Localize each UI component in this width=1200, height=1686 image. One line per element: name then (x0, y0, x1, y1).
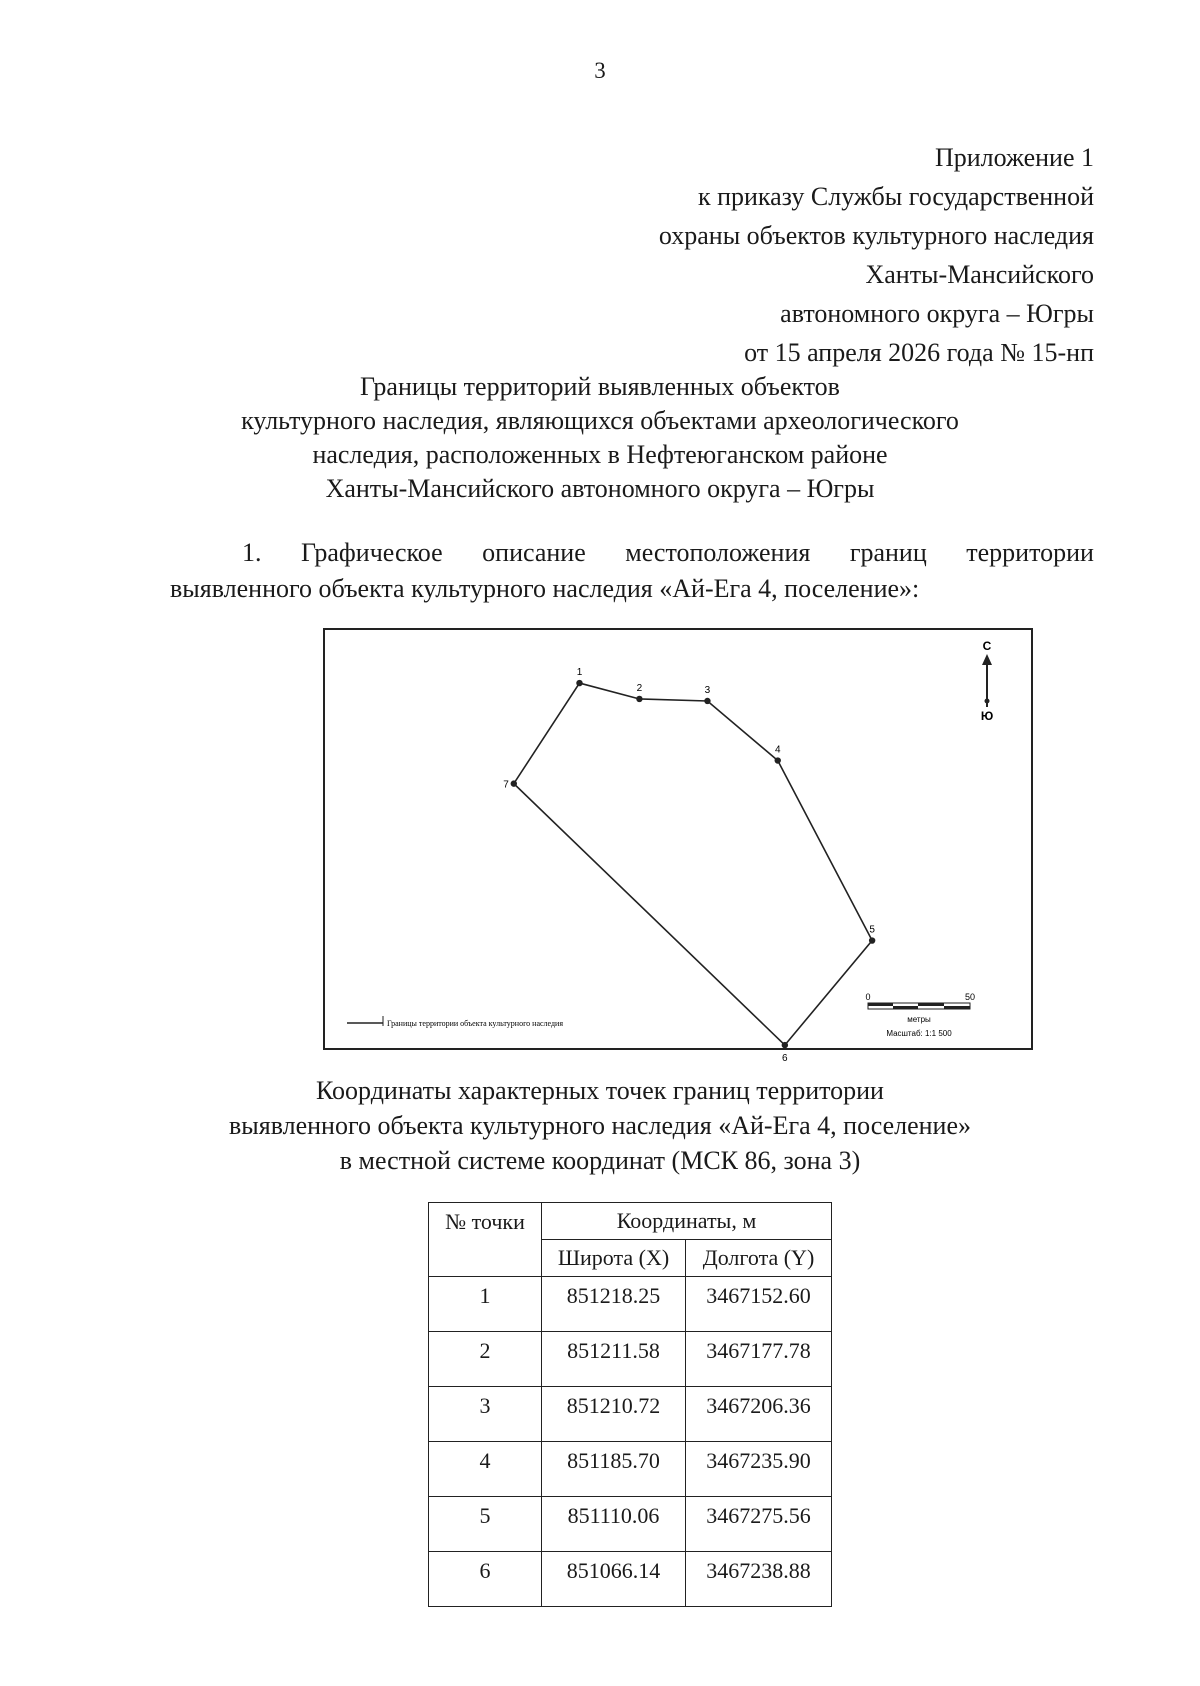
coordinates-title-line: Координаты характерных точек границ территории (316, 1076, 884, 1105)
cell-longitude: 3467235.90 (686, 1442, 832, 1497)
scale-bar-segment (893, 1006, 918, 1009)
paragraph-word: местоположения (625, 538, 811, 567)
cell-latitude: 851218.25 (542, 1277, 686, 1332)
coordinates-title (0, 1073, 1200, 1178)
cell-latitude: 851211.58 (542, 1332, 686, 1387)
north-arrow (981, 639, 993, 723)
paragraph-word: Графическое (301, 538, 443, 567)
map-drawing (325, 630, 1031, 1065)
scale-start-label: 0 (865, 992, 871, 1002)
boundary-point-marker (636, 696, 642, 702)
boundary-point-label: 7 (503, 779, 509, 791)
cell-longitude: 3467152.60 (686, 1277, 832, 1332)
boundary-point-label: 5 (869, 924, 875, 936)
table-row (429, 1442, 832, 1497)
scale-bar-segment (944, 1006, 970, 1009)
section-1-paragraph (170, 535, 1094, 607)
boundary-point-label: 4 (774, 744, 781, 756)
title-line: культурного наследия, являющихся объектами археологического (241, 406, 959, 435)
table-row (429, 1552, 832, 1607)
header-coordinates: Координаты, м (542, 1203, 832, 1240)
boundary-point-label: 6 (782, 1053, 788, 1065)
paragraph-word: территории (966, 538, 1094, 567)
boundary-polygon (514, 683, 872, 1045)
legend-label: Границы территории объекта культурного наследия (387, 1019, 564, 1028)
title-line: Ханты-Мансийского автономного округа – Югры (325, 474, 875, 503)
table-row (429, 1387, 832, 1442)
coordinates-title-line: в местной системе координат (МСК 86, зона 3) (339, 1146, 861, 1175)
cell-longitude: 3467206.36 (686, 1387, 832, 1442)
cell-latitude: 851066.14 (542, 1552, 686, 1607)
section-number: 1. (242, 538, 262, 567)
paragraph-word: границ (849, 538, 927, 567)
table-row (429, 1277, 832, 1332)
boundary-point-marker (782, 1042, 788, 1048)
cell-point-number: 5 (429, 1497, 542, 1552)
cell-longitude: 3467177.78 (686, 1332, 832, 1387)
coordinates-title-line: выявленного объекта культурного наследия «Ай-Ега 4, поселение» (228, 1111, 972, 1140)
cell-latitude: 851210.72 (542, 1387, 686, 1442)
appendix-line: Ханты-Мансийского (865, 260, 1094, 289)
title-line: Границы территорий выявленных объектов (360, 372, 840, 401)
boundary-map (323, 628, 1033, 1065)
boundary-point-marker (775, 757, 781, 763)
appendix-block (659, 138, 1094, 372)
cell-latitude: 851185.70 (542, 1442, 686, 1497)
north-arrow-base (985, 699, 990, 704)
header-point-number: № точки (429, 1203, 542, 1277)
appendix-line: к приказу Службы государственной (697, 182, 1094, 211)
boundary-point-marker (511, 780, 517, 786)
cell-point-number: 3 (429, 1387, 542, 1442)
title-line: наследия, расположенных в Нефтеюганском районе (312, 440, 888, 469)
cell-longitude: 3467238.88 (686, 1552, 832, 1607)
paragraph-first-line (170, 535, 1094, 571)
boundary-point-label: 1 (576, 667, 583, 679)
coordinates-table (428, 1202, 832, 1607)
map-legend (347, 1016, 563, 1028)
header-longitude: Долгота (Y) (686, 1240, 832, 1277)
south-label: Ю (980, 709, 994, 723)
boundary-point-label: 3 (704, 684, 711, 696)
boundary-point-marker (576, 680, 582, 686)
table-row (429, 1332, 832, 1387)
boundary-point-label: 2 (636, 682, 643, 694)
table-row (429, 1497, 832, 1552)
cell-point-number: 2 (429, 1332, 542, 1387)
paragraph-word: описание (482, 538, 586, 567)
scale-unit: метры (907, 1015, 931, 1024)
document-title (0, 370, 1200, 506)
scale-ratio: Масштаб: 1:1 500 (886, 1029, 952, 1038)
scale-bar-segment (868, 1003, 893, 1006)
cell-point-number: 4 (429, 1442, 542, 1497)
cell-longitude: 3467275.56 (686, 1497, 832, 1552)
appendix-line: от 15 апреля 2026 года № 15-нп (744, 338, 1094, 367)
scale-bar-segment (918, 1003, 944, 1006)
cell-point-number: 1 (429, 1277, 542, 1332)
page-number: 3 (594, 58, 606, 83)
cell-latitude: 851110.06 (542, 1497, 686, 1552)
appendix-line: автономного округа – Югры (780, 299, 1094, 328)
boundary-point-marker (869, 937, 875, 943)
cell-point-number: 6 (429, 1552, 542, 1607)
scale-end-label: 50 (964, 992, 976, 1002)
scale-bar (865, 992, 975, 1038)
north-arrow-head (982, 654, 992, 665)
boundary-point-marker (704, 698, 710, 704)
north-label: С (982, 639, 992, 653)
header-latitude: Широта (X) (542, 1240, 686, 1277)
paragraph-second-line: выявленного объекта культурного наследия «Ай-Ега 4, поселение»: (170, 574, 920, 603)
appendix-line: охраны объектов культурного наследия (658, 221, 1094, 250)
appendix-line: Приложение 1 (934, 143, 1094, 172)
